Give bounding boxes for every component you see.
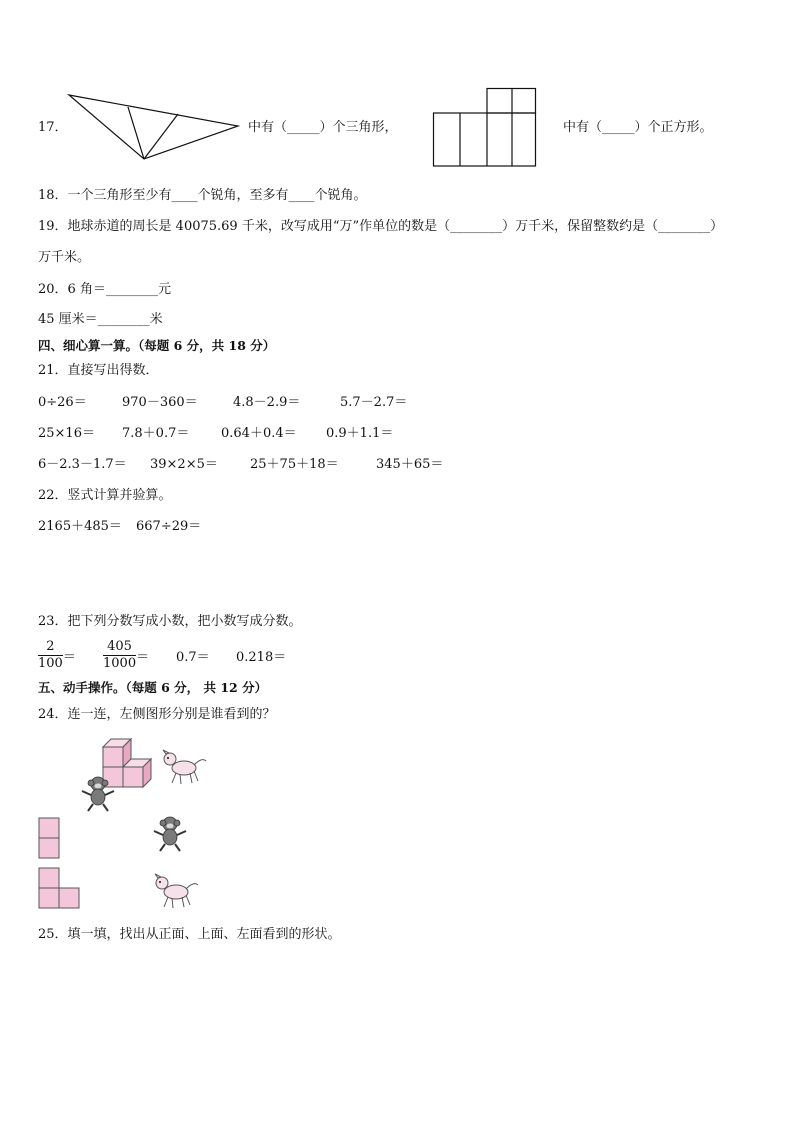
fraction-1-equals: ＝ <box>62 650 76 665</box>
q18-text: 18．一个三角形至少有____个锐角，至多有____个锐角。 <box>38 188 367 203</box>
q21-r3-c4: 345＋65＝ <box>376 457 444 472</box>
squares-figure <box>432 87 538 169</box>
monkey-icon <box>78 775 118 813</box>
q19-line2: 万千米。 <box>38 250 91 265</box>
q19-line1: 19．地球赤道的周长是 40075.69 千米，改写成用“万”作单位的数是（________）万千米，保留整数约是（________） <box>38 219 724 234</box>
fraction-2-numerator: 405 <box>103 639 136 656</box>
q21-r2-c1: 25×16＝ <box>38 426 95 441</box>
q17-number: 17． <box>38 120 68 135</box>
q21-r2-c4: 0.9＋1.1＝ <box>326 426 394 441</box>
triangle-figure <box>66 92 242 162</box>
fraction-2-equals: ＝ <box>136 650 150 665</box>
monkey-icon <box>150 815 190 853</box>
q25-title: 25．填一填，找出从正面、上面、左面看到的形状。 <box>38 927 341 942</box>
q22-title: 22．竖式计算并验算。 <box>38 488 172 503</box>
q23-decimal-2: 0.218＝ <box>236 650 287 665</box>
view-shape-vertical <box>38 817 62 861</box>
fraction-2-denominator: 1000 <box>103 656 137 671</box>
q22-item-2: 667÷29＝ <box>136 519 202 534</box>
q21-r2-c2: 7.8＋0.7＝ <box>122 426 190 441</box>
fraction-2 <box>103 639 149 672</box>
q17-square-text: 中有（_____）个正方形。 <box>563 120 713 135</box>
q24-title: 24．连一连，左侧图形分别是谁看到的？ <box>38 707 276 722</box>
section-4-heading: 四、细心算一算。（每题 6 分，共 18 分） <box>38 338 276 353</box>
q21-r3-c2: 39×2×5＝ <box>150 457 218 472</box>
q21-r3-c1: 6－2.3－1.7＝ <box>38 457 127 472</box>
fraction-1-numerator: 2 <box>38 639 63 656</box>
section-5-heading: 五、动手操作。（每题 6 分， 共 12 分） <box>38 680 268 695</box>
dog-icon <box>160 749 208 787</box>
fraction-1-denominator: 100 <box>38 656 63 671</box>
q20-line1: 20．6 角＝________元 <box>38 282 171 297</box>
q21-r1-c3: 4.8－2.9＝ <box>233 395 301 410</box>
q21-r2-c3: 0.64＋0.4＝ <box>221 426 297 441</box>
q21-r1-c4: 5.7－2.7＝ <box>340 395 408 410</box>
fraction-1 <box>38 639 76 672</box>
q20-line2: 45 厘米＝________米 <box>38 312 163 327</box>
q17-triangle-text: 中有（_____）个三角形， <box>248 120 398 135</box>
q23-title: 23．把下列分数写成小数，把小数写成分数。 <box>38 614 302 629</box>
view-shape-l <box>38 867 84 911</box>
q21-r1-c2: 970－360＝ <box>122 395 198 410</box>
q21-title: 21．直接写出得数． <box>38 363 159 378</box>
q22-item-1: 2165＋485＝ <box>38 519 122 534</box>
q21-r1-c1: 0÷26＝ <box>38 395 87 410</box>
q21-r3-c3: 25＋75＋18＝ <box>250 457 339 472</box>
q23-decimal-1: 0.7＝ <box>176 650 210 665</box>
dog-icon <box>152 873 200 911</box>
